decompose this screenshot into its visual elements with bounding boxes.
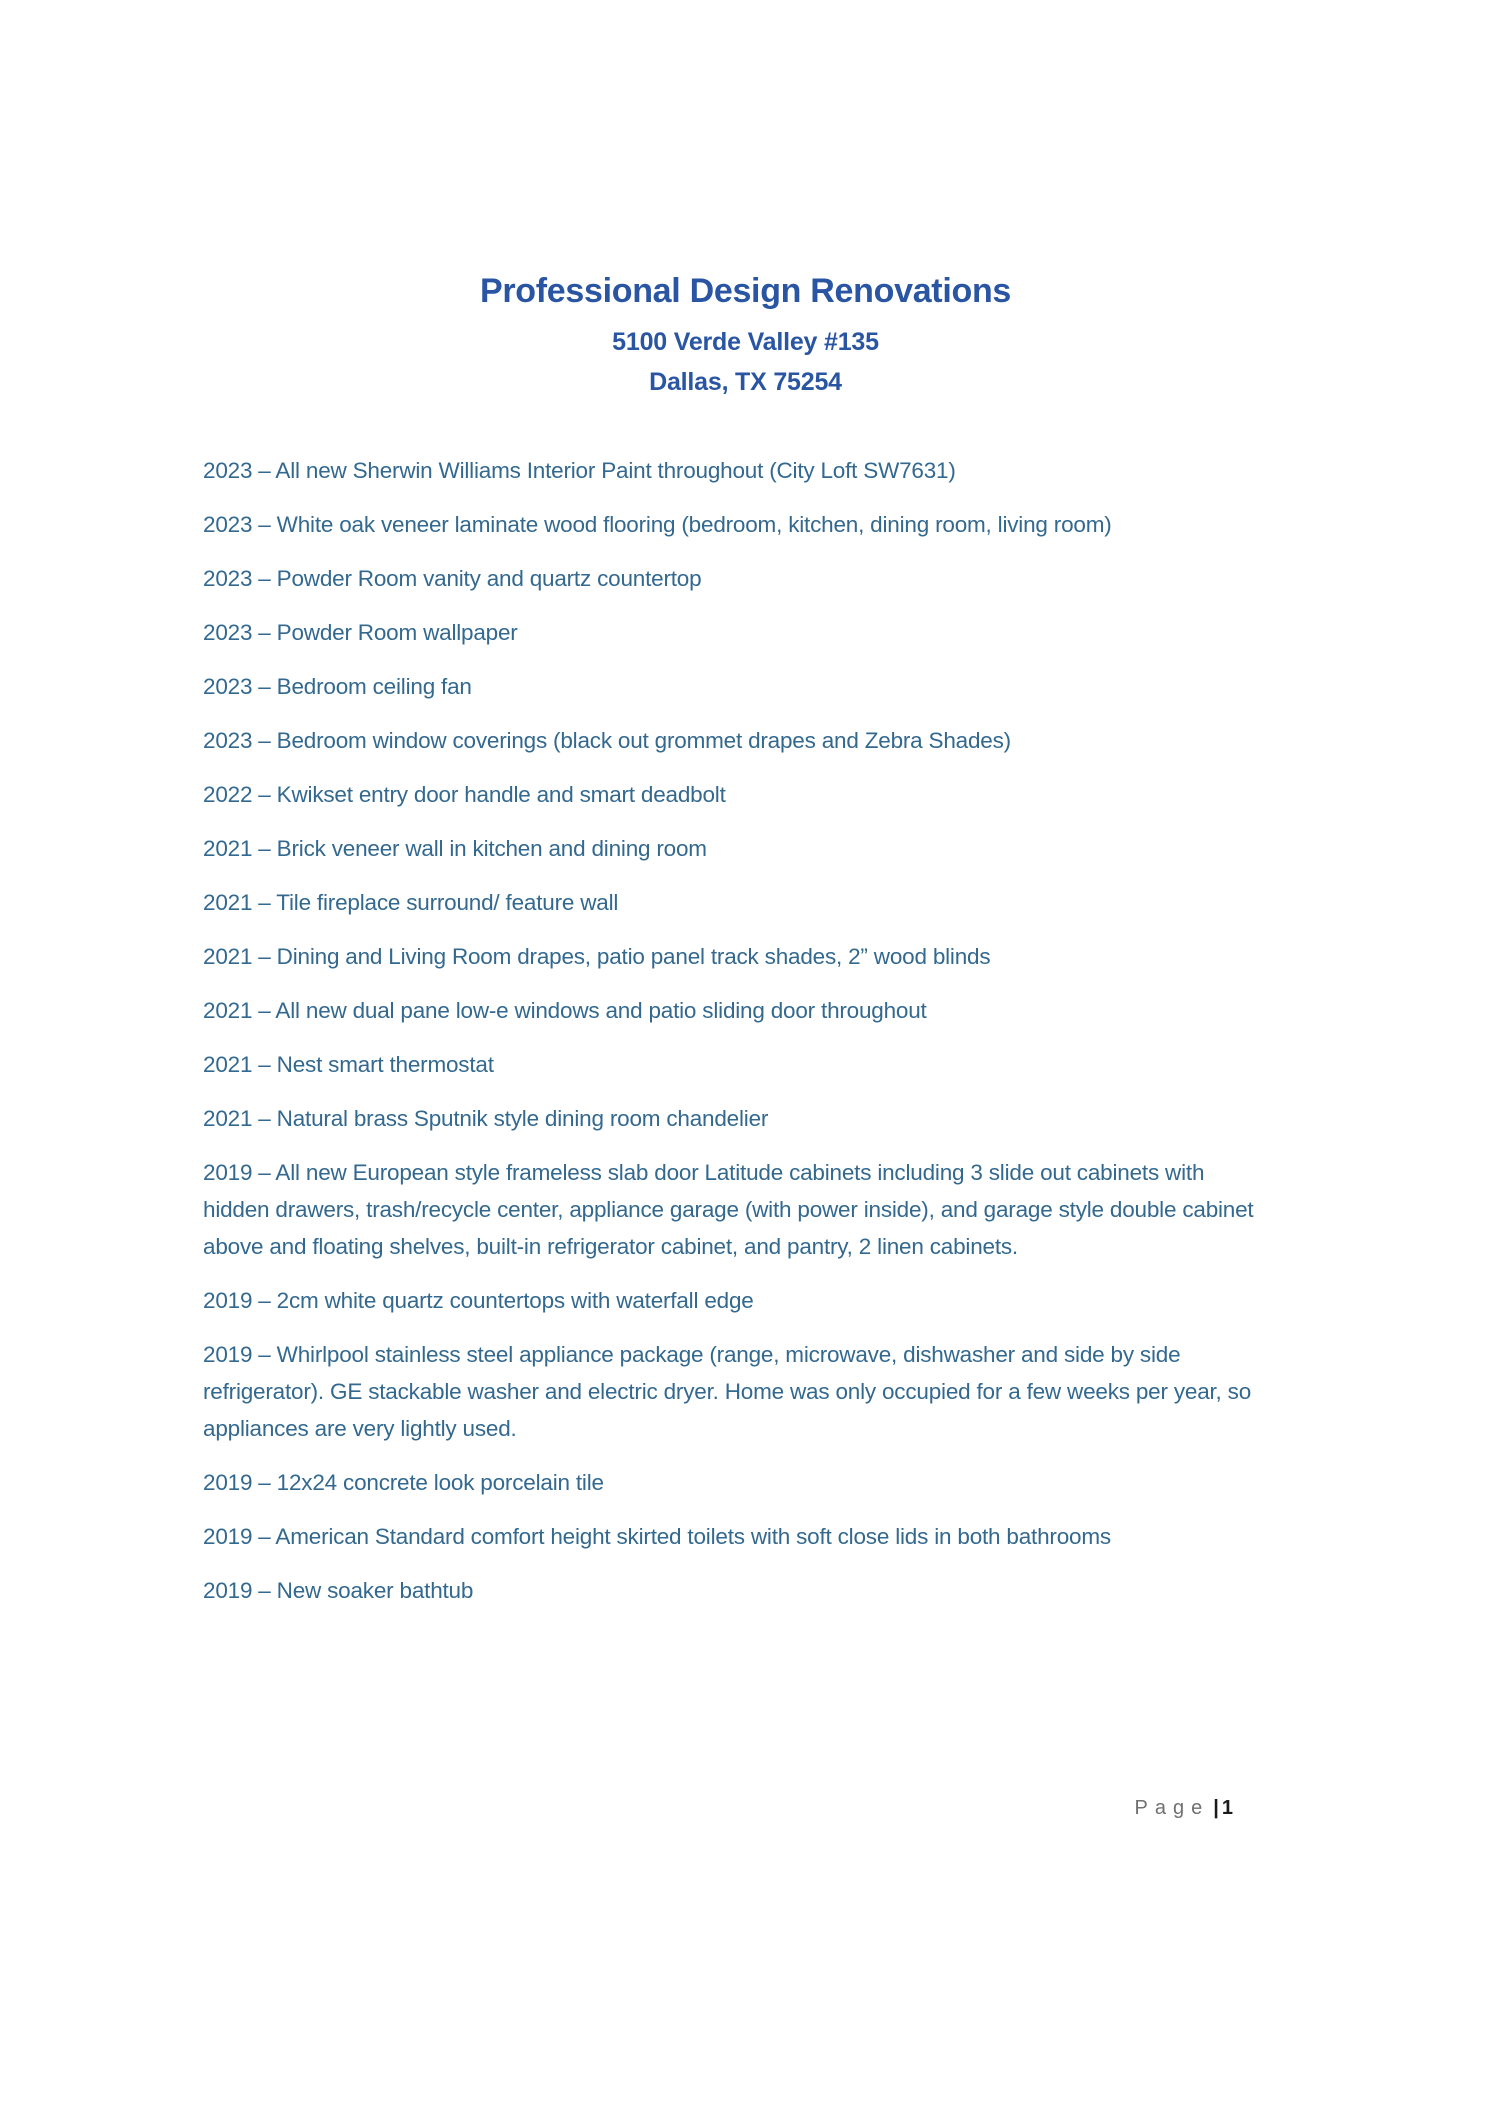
footer-separator: |: [1213, 1797, 1219, 1819]
address-line-1: 5100 Verde Valley #135: [612, 328, 879, 356]
page-title: Professional Design Renovations: [479, 272, 1012, 310]
renovation-item: 2019 – New soaker bathtub: [203, 1578, 474, 1603]
renovation-list: [203, 452, 1265, 1609]
renovation-item: 2022 – Kwikset entry door handle and smart deadbolt: [203, 782, 726, 807]
renovation-item: 2021 – All new dual pane low-e windows and patio sliding door throughout: [203, 998, 927, 1023]
renovation-item: 2023 – All new Sherwin Williams Interior Paint throughout (City Loft SW7631): [203, 458, 956, 483]
address-line-2: Dallas, TX 75254: [649, 368, 842, 396]
renovation-item: 2019 – All new European style frameless slab door Latitude cabinets including 3 slide out cabinets with hidden drawers, trash/recycle center, appliance garage (with power inside), and garage style double cabinet above and floating shelves, built-in refrigerator cabinet, and pantry, 2 linen cabinets.: [203, 1160, 1254, 1259]
renovation-item: 2021 – Nest smart thermostat: [203, 1052, 494, 1077]
heading-block: [0, 0, 1491, 402]
renovation-item: 2019 – 2cm white quartz countertops with waterfall edge: [203, 1288, 754, 1313]
renovation-item: 2021 – Natural brass Sputnik style dining room chandelier: [203, 1106, 769, 1131]
address-block: [0, 322, 1491, 402]
renovation-item: 2023 – Bedroom window coverings (black out grommet drapes and Zebra Shades): [203, 728, 1011, 753]
page-footer: [1135, 1797, 1233, 1820]
renovation-item: 2021 – Tile fireplace surround/ feature wall: [203, 890, 619, 915]
footer-page-label: Page: [1134, 1797, 1210, 1819]
renovation-item: 2019 – 12x24 concrete look porcelain tile: [203, 1470, 604, 1495]
renovation-item: 2023 – White oak veneer laminate wood flooring (bedroom, kitchen, dining room, living room): [203, 512, 1112, 537]
renovation-item: 2023 – Powder Room vanity and quartz countertop: [203, 566, 702, 591]
renovation-item: 2019 – Whirlpool stainless steel appliance package (range, microwave, dishwasher and side by side refrigerator). GE stackable washer and electric dryer. Home was only occupied for a few weeks per year, so appliances are very lightly used.: [203, 1342, 1252, 1441]
renovation-item: 2023 – Bedroom ceiling fan: [203, 674, 472, 699]
renovation-item: 2023 – Powder Room wallpaper: [203, 620, 518, 645]
renovation-item: 2019 – American Standard comfort height skirted toilets with soft close lids in both bathrooms: [203, 1524, 1111, 1549]
footer-page-number: 1: [1221, 1797, 1233, 1819]
renovation-item: 2021 – Dining and Living Room drapes, patio panel track shades, 2” wood blinds: [203, 944, 991, 969]
renovation-item: 2021 – Brick veneer wall in kitchen and dining room: [203, 836, 707, 861]
